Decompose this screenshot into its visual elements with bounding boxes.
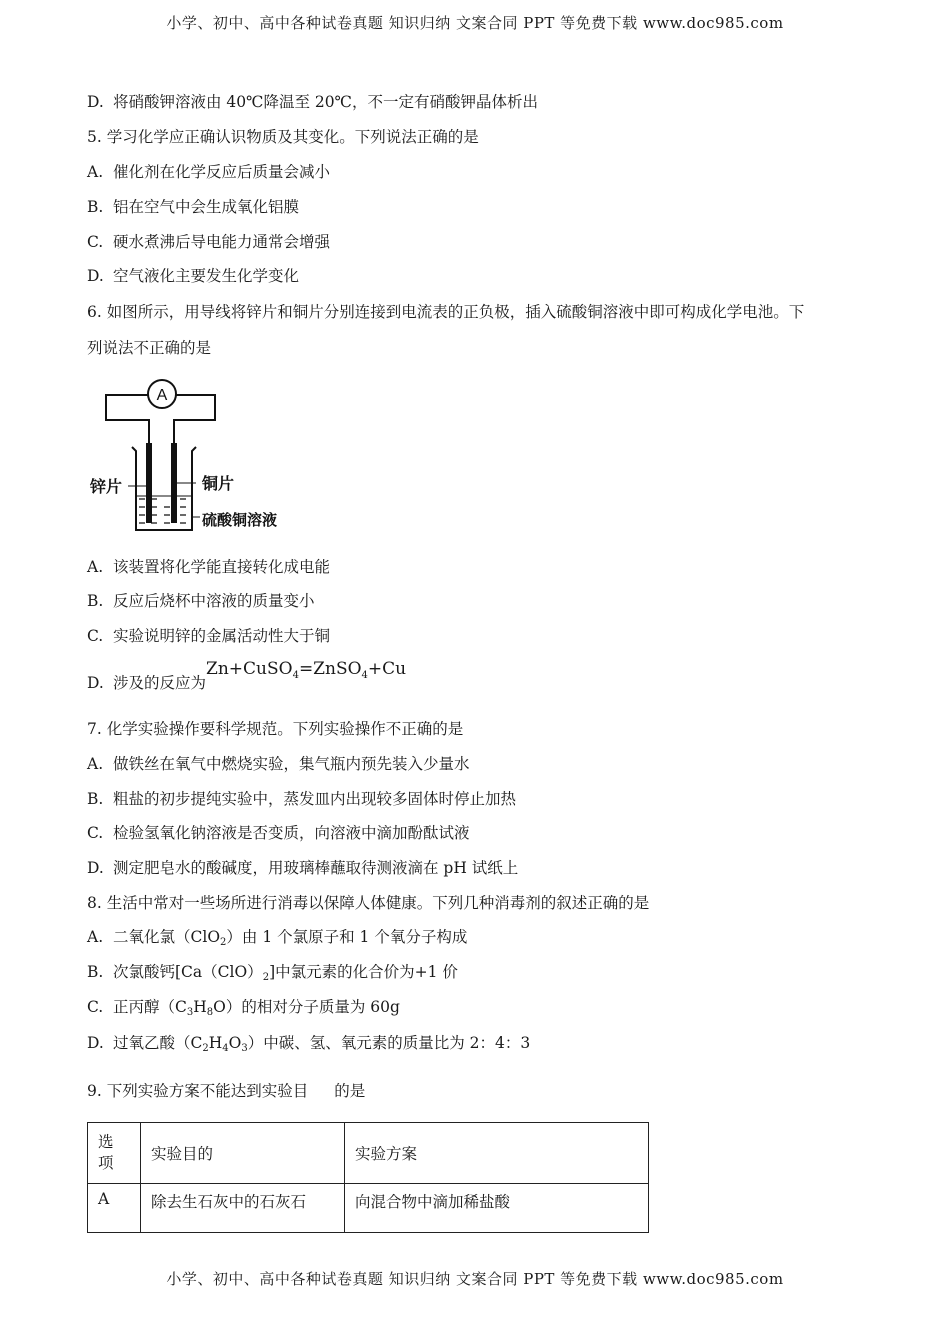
solution-lines [136, 496, 192, 523]
option-letter: D. [87, 1034, 104, 1052]
option-letter: B. [87, 790, 104, 808]
q6-option-a [87, 555, 330, 577]
q6-stem-line2: 列说法不正确的是 [87, 339, 212, 357]
q6-stem-line1: 6. 如图所示，用导线将锌片和铜片分别连接到电流表的正负极，插入硫酸铜溶液中即可构成化学电池。下 [87, 303, 805, 321]
table-header-row [88, 1123, 649, 1184]
table-cell: 除去生石灰中的石灰石 [141, 1184, 345, 1233]
table-header-cell: 实验方案 [345, 1123, 649, 1184]
option-letter: C. [87, 824, 104, 842]
option-text: 过氧乙酸（C [113, 1034, 203, 1052]
option-letter: A. [87, 755, 104, 773]
zinc-electrode [146, 443, 152, 523]
option-letter: D. [87, 674, 104, 692]
option-letter: B. [87, 198, 104, 216]
beaker [132, 447, 196, 530]
q6-option-c [87, 624, 330, 646]
option-text: 该装置将化学能直接转化成电能 [113, 558, 331, 576]
option-text: O）的相对分子质量为 60g [213, 998, 400, 1016]
q6-option-b [87, 589, 315, 611]
option-text: 二氧化氯（ClO [113, 928, 221, 946]
option-text: 催化剂在化学反应后质量会减小 [113, 163, 331, 181]
subscript: 2 [220, 937, 227, 948]
table-header-cell: 实验目的 [141, 1123, 345, 1184]
option-text: ]中氯元素的化合价为+1 价 [269, 963, 458, 981]
option-text: 铝在空气中会生成氧化铝膜 [113, 198, 300, 216]
q8-stem: 8. 生活中常对一些场所进行消毒以保障人体健康。下列几种消毒剂的叙述正确的是 [87, 894, 650, 912]
battery-diagram [88, 375, 298, 535]
option-letter: B. [87, 963, 104, 981]
page-header: 小学、初中、高中各种试卷真题 知识归纳 文案合同 PPT 等免费下载 www.doc985.com [166, 14, 784, 32]
subscript: 2 [262, 972, 270, 983]
option-text: 涉及的反应为 [113, 674, 207, 692]
option-letter: D. [87, 93, 104, 111]
option-text: 做铁丝在氧气中燃烧实验，集气瓶内预先装入少量水 [113, 755, 470, 773]
page-footer: 小学、初中、高中各种试卷真题 知识归纳 文案合同 PPT 等免费下载 www.doc985.com [166, 1270, 784, 1288]
q5-option-c [87, 230, 330, 252]
q8-option-b [87, 960, 458, 983]
option-text: 硬水煮沸后导电能力通常会增强 [113, 233, 331, 251]
q9-options-table [87, 1122, 649, 1233]
q5-stem: 5. 学习化学应正确认识物质及其变化。下列说法正确的是 [87, 128, 479, 146]
q7-stem: 7. 化学实验操作要科学规范。下列实验操作不正确的是 [87, 720, 464, 738]
q5-option-a [87, 160, 330, 182]
option-letter: D. [87, 859, 104, 877]
option-text: 实验说明锌的金属活动性大于铜 [113, 627, 331, 645]
option-text: 次氯酸钙[Ca（ClO） [113, 963, 263, 981]
q8-option-d [87, 1031, 530, 1054]
zinc-label: 锌片 [90, 477, 123, 496]
option-text: 反应后烧杯中溶液的质量变小 [113, 592, 315, 610]
option-letter: A. [87, 928, 104, 946]
option-text: ）由 1 个氯原子和 1 个氧分子构成 [226, 928, 468, 946]
solution-label: 硫酸铜溶液 [202, 511, 278, 529]
option-text: 将硝酸钾溶液由 40℃降温至 20℃，不一定有硝酸钾晶体析出 [113, 93, 538, 111]
option-text: H [193, 998, 207, 1016]
reaction-formula: Zn+CuSO$_4$=ZnSO$_4$+Cu [206, 659, 407, 681]
stem-text: 的是 [334, 1082, 366, 1100]
option-text: 粗盐的初步提纯实验中，蒸发皿内出现较多固体时停止加热 [113, 790, 517, 808]
table-row [88, 1184, 649, 1233]
copper-label: 铜片 [202, 474, 235, 493]
option-text: 测定肥皂水的酸碱度，用玻璃棒蘸取待测液滴在 pH 试纸上 [113, 859, 519, 877]
q7-option-a [87, 752, 470, 774]
subscript: 3 [186, 1007, 194, 1018]
option-text: O [228, 1034, 242, 1052]
option-text: H [208, 1034, 223, 1052]
subscript: 3 [241, 1043, 248, 1054]
table-cell: A [88, 1184, 141, 1233]
option-text: 检验氢氧化钠溶液是否变质，向溶液中滴加酚酞试液 [113, 824, 470, 842]
table-cell: 向混合物中滴加稀盐酸 [345, 1184, 649, 1233]
stem-text: 9. 下列实验方案不能达到实验目 [87, 1082, 309, 1100]
option-letter: A. [87, 558, 104, 576]
q9-stem [87, 1079, 365, 1101]
q6-option-d [87, 659, 407, 695]
q5-option-d [87, 264, 299, 286]
option-text: 正丙醇（C [113, 998, 187, 1016]
option-letter: B. [87, 592, 104, 610]
q8-option-c [87, 995, 400, 1018]
option-letter: D. [87, 267, 104, 285]
option-letter: C. [87, 233, 104, 251]
option-text: 空气液化主要发生化学变化 [113, 267, 300, 285]
subscript: 4 [222, 1043, 229, 1054]
q5-option-b [87, 195, 299, 217]
ammeter-label: A [156, 387, 168, 404]
table-header-cell: 选项 [88, 1123, 141, 1184]
subscript: 2 [202, 1043, 209, 1054]
option-letter: A. [87, 163, 104, 181]
q4-option-d [87, 90, 538, 112]
option-letter: C. [87, 627, 104, 645]
option-text: ）中碳、氢、氧元素的质量比为 2：4：3 [247, 1034, 531, 1052]
option-letter: C. [87, 998, 104, 1016]
subscript: 8 [206, 1007, 214, 1018]
copper-electrode [171, 443, 177, 523]
q8-option-a [87, 925, 467, 948]
q7-option-d [87, 856, 518, 878]
q7-option-b [87, 787, 516, 809]
q7-option-c [87, 821, 470, 843]
